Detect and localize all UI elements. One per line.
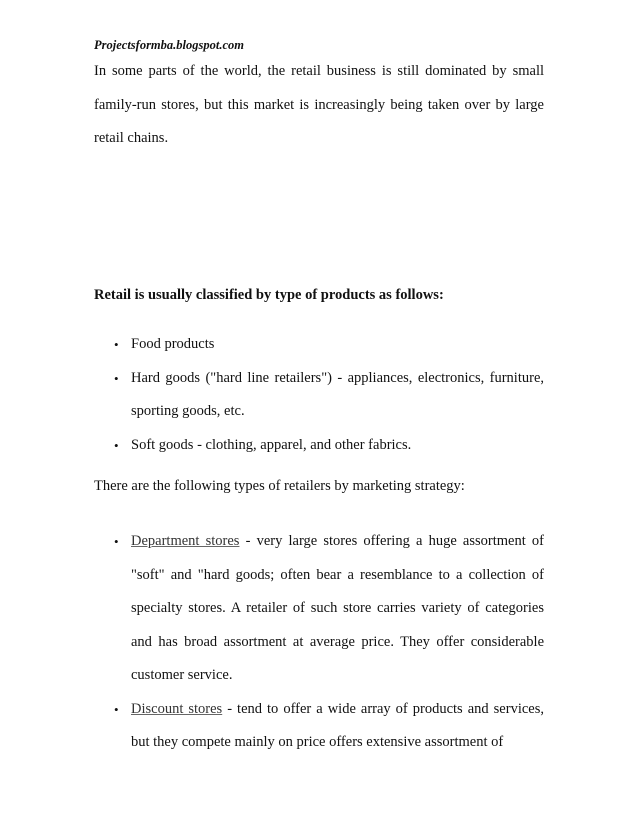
list-item — [94, 693, 544, 760]
bullet-icon: • — [114, 437, 119, 453]
list-item — [94, 525, 544, 693]
list-item-text: - very large stores offering a huge assortment of "soft" and "hard goods; often bear a resemblance to a collection of specialty stores. A retailer of such store carries variety of categories and has broad assortment at average price. They offer considerable customer service. — [131, 533, 544, 683]
list-item-text: - tend to offer a wide array of products and services, but they compete mainly on price offers extensive assortment of — [131, 700, 544, 750]
section-heading: Retail is usually classified by type of products as follows: — [94, 287, 444, 303]
product-type-list — [94, 328, 544, 462]
list-item-text: Soft goods - clothing, apparel, and other fabrics. — [131, 436, 412, 453]
discount-stores-link[interactable]: Discount stores — [131, 700, 223, 717]
retailer-type-list — [94, 525, 544, 760]
list-item — [94, 328, 544, 362]
list-item — [94, 429, 544, 463]
department-stores-link[interactable]: Department stores — [131, 533, 240, 549]
intro-paragraph: In some parts of the world, the retail business is still dominated by small family-run stores, but this market is increasingly being taken over by large retail chains. — [94, 63, 544, 146]
bullet-icon: • — [114, 370, 119, 386]
list-item-text: Food products — [131, 336, 215, 352]
list-item-text: Hard goods ("hard line retailers") - appliances, electronics, furniture, sporting goods, etc. — [131, 369, 544, 419]
bullet-icon: • — [114, 701, 119, 717]
strategy-intro: There are the following types of retailers by marketing strategy: — [94, 478, 465, 494]
page-header: Projectsformba.blogspot.com — [94, 38, 244, 52]
bullet-icon: • — [114, 337, 119, 352]
bullet-icon: • — [114, 534, 119, 549]
list-item — [94, 362, 544, 429]
